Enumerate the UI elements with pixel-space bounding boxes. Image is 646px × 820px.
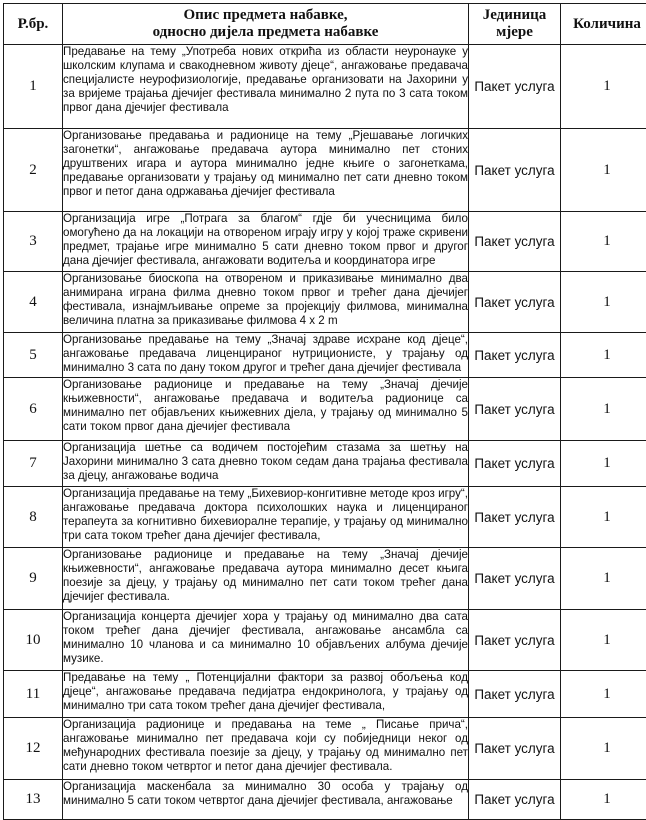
row-description (63, 272, 469, 333)
row-quantity: 1 (561, 45, 646, 129)
row-description-text: Предавање на тему „ Потенцијални фактори за развој обољења код дјеце“, ангажовање предавача педијатра ендокринолога, у трајању од минимално три сата током трећег дана дјечијег фестивала, (63, 671, 468, 713)
row-number: 10 (4, 610, 63, 671)
row-number: 6 (4, 378, 63, 441)
row-description-text: Организовање радионице и предавање на тему „Значај дјечије књижевности“, ангажовање предавача и водитеља радионице са минимално пет објављених књижевних дјела, у трајању од минимално 5 сати током првог дана дјечијег фестивала (63, 378, 468, 434)
row-unit: Пакет услуга (469, 129, 561, 212)
row-unit: Пакет услуга (469, 718, 561, 780)
row-number: 8 (4, 487, 63, 548)
header-unit-line2: мјере (496, 24, 533, 40)
row-quantity: 1 (561, 441, 646, 487)
header-unit (469, 4, 561, 45)
table-row (4, 610, 646, 671)
row-number: 9 (4, 548, 63, 610)
row-unit: Пакет услуга (469, 333, 561, 378)
header-desc-line1: Опис предмета набавке, (184, 7, 348, 23)
table-row (4, 333, 646, 378)
row-description-text: Организовање биоскопа на отвореном и приказивање минимално два анимирана играна филма дневно током првог и трећег дана дјечијег фестивала, изнајмљивање опреме за пројекцију филмова, минимална величина платна за приказивање филмова 4 х 2 m (63, 272, 468, 328)
row-quantity: 1 (561, 129, 646, 212)
table-row (4, 548, 646, 610)
row-unit: Пакет услуга (469, 441, 561, 487)
row-quantity: 1 (561, 333, 646, 378)
table-row (4, 671, 646, 718)
row-description-text: Организација шетње са водичем постојећим стазама за шетњу на Јахорини минимално 3 сата дневно током седам дана трајања фестивала за дјецу, ангажовање водича (63, 441, 468, 483)
row-description-text: Организовање предавања и радионице на тему „Рјешавање логичких загонетки“, ангажовање предавача аутора минимално пет стоних друштвених игара и аутора минимално једне књиге о загонеткама, предавање организовати у трајању од минимално пет сати дневно током првог и петог дана одржавања дјечијег фестивала (63, 129, 468, 199)
row-description-text: Организација предавање на тему „Бихевиор-конгитивне методе кроз игру“, ангажовање предавача доктора психолошких наука и лиценцираног терапеута за когнитивно бихевиоралне терапије, у трајању од минимално три сата током трећег дана дјечијег фестивала, (63, 487, 468, 543)
row-number: 11 (4, 671, 63, 718)
row-quantity: 1 (561, 548, 646, 610)
row-description (63, 45, 469, 129)
row-unit: Пакет услуга (469, 487, 561, 548)
row-unit: Пакет услуга (469, 378, 561, 441)
table-row (4, 780, 646, 820)
row-description-text: Организација концерта дјечијег хора у трајању од минимално два сата током трећег дана дјечијег фестивала, ангажовање ансамбла са минимално 10 чланова и са минимално 10 објављених албума дјечије музике. (63, 610, 468, 666)
row-description (63, 378, 469, 441)
row-description (63, 129, 469, 212)
row-quantity: 1 (561, 272, 646, 333)
table-row (4, 129, 646, 212)
row-description-text: Организација игре „Потрага за благом“ гдје би учесницима било омогућено да на локацији на отвореном играју игру у којој траже скривени предмет, трајање игре минимално 5 сати дневно током првог и другог дана дјечијег фестивала, ангажовати водитеља и координатора игре (63, 212, 468, 268)
header-quantity: Количина (561, 4, 646, 45)
table-header-row (4, 4, 646, 45)
row-description-text: Организација маскенбала за минимално 30 особа у трајању од минимално 5 сати током четвртог дана дјечијег фестивала, ангажовање (63, 780, 468, 808)
row-description (63, 548, 469, 610)
row-number: 7 (4, 441, 63, 487)
row-description (63, 610, 469, 671)
row-unit: Пакет услуга (469, 671, 561, 718)
row-unit: Пакет услуга (469, 610, 561, 671)
row-unit: Пакет услуга (469, 45, 561, 129)
row-quantity: 1 (561, 718, 646, 780)
table-row (4, 487, 646, 548)
row-number: 12 (4, 718, 63, 780)
table-row (4, 272, 646, 333)
row-description (63, 671, 469, 718)
table-row (4, 378, 646, 441)
row-quantity: 1 (561, 671, 646, 718)
row-description-text: Организовање предавање на тему „Значај здраве исхране код дјеце“, ангажовање предавача лиценцираног нутриционисте, у трајању од минимално 3 сата по дану током другог и трећег дана дјечијег фестивала (63, 333, 468, 375)
header-rbr: Р.бр. (4, 4, 63, 45)
header-description (63, 4, 469, 45)
table-row (4, 45, 646, 129)
row-number: 5 (4, 333, 63, 378)
row-unit: Пакет услуга (469, 212, 561, 272)
procurement-table (3, 3, 646, 820)
row-quantity: 1 (561, 610, 646, 671)
header-desc-line2: односно дијела предмета набавке (153, 24, 379, 40)
row-number: 1 (4, 45, 63, 129)
row-quantity: 1 (561, 212, 646, 272)
row-description (63, 441, 469, 487)
row-description (63, 718, 469, 780)
row-number: 3 (4, 212, 63, 272)
row-quantity: 1 (561, 780, 646, 820)
row-unit: Пакет услуга (469, 780, 561, 820)
row-description-text: Предавање на тему „Употреба нових открића из области неуронауке у школским клупама и свакодневном животу дјеце“, ангажовање предавача специјалисте неурофизиологије, предавање организовати на Јахорини у за вријеме трајања дјечијег фестивала минимално 2 пута по 3 сата током првог дана дјечијег фестивала (63, 45, 468, 115)
table-row (4, 718, 646, 780)
row-quantity: 1 (561, 487, 646, 548)
row-description (63, 333, 469, 378)
header-unit-line1: Јединица (483, 7, 547, 23)
table-row (4, 441, 646, 487)
row-unit: Пакет услуга (469, 548, 561, 610)
table-row (4, 212, 646, 272)
row-description (63, 780, 469, 820)
row-unit: Пакет услуга (469, 272, 561, 333)
row-quantity: 1 (561, 378, 646, 441)
row-description (63, 487, 469, 548)
row-description (63, 212, 469, 272)
row-number: 13 (4, 780, 63, 820)
row-description-text: Организација радионице и предавања на теме „ Писање прича“, ангажовање минимално пет предавача који су побиједници неког од међународних фестивала поезије за дјецу, у трајању од минимално пет сати дневно током четвртог и петог дана дјечијег фестивала. (63, 718, 468, 774)
row-number: 4 (4, 272, 63, 333)
row-number: 2 (4, 129, 63, 212)
row-description-text: Организовање радионице и предавање на тему „Значај дјечије књижевности“, ангажовање предавача аутора минимално десет књига поезије за дјецу, у трајању од минимално пет сати током трећег дана дјечијег фестивала. (63, 548, 468, 604)
